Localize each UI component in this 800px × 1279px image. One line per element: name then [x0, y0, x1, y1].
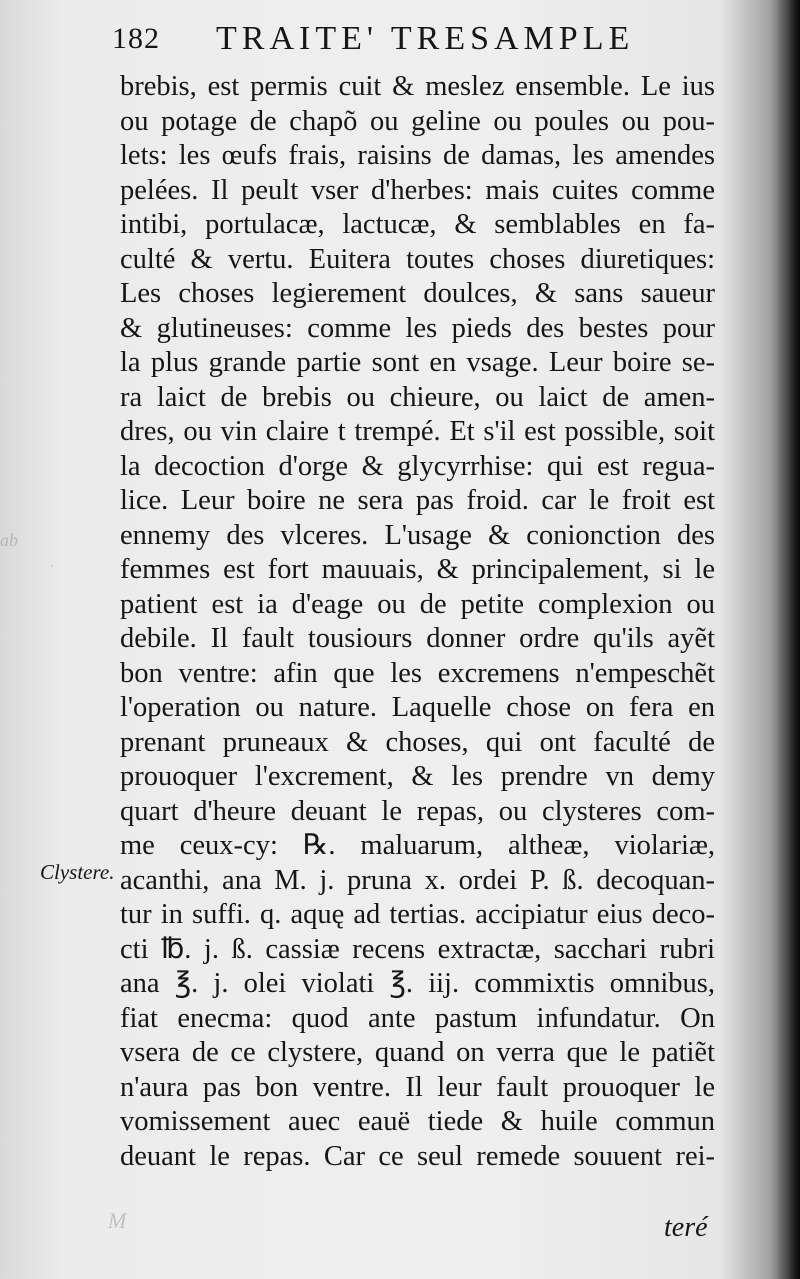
text-line: la decoction d'orge & glycyrrhise: qui est regua-: [120, 450, 715, 482]
text-line: ou potage de chapõ ou geline ou poules ou pou-: [120, 105, 715, 137]
text-line: femmes est fort mauuais, & principalement, si le: [120, 554, 715, 585]
body-text: [120, 70, 715, 1174]
text-line: debile. Il fault tousiours donner ordre qu'ils ayẽt: [120, 623, 715, 654]
text-line: vomissement auec eauë tiede & huile commun: [120, 1106, 715, 1137]
text-line: ana ℥. j. olei violati ℥. iij. commixtis omnibus,: [120, 968, 715, 999]
text-line: Les choses legierement doulces, & sans saueur: [120, 278, 715, 309]
text-line: culté & vertu. Euitera toutes choses diuretiques:: [120, 243, 715, 275]
page-number: 182: [112, 22, 160, 55]
text-line: deuant le repas. Car ce seul remede souuent rei-: [120, 1140, 715, 1172]
show-through-text: ab: [0, 530, 18, 550]
text-line: dres, ou vin claire t trempé. Et s'il est possible, soit: [120, 416, 715, 447]
show-through-text: M: [108, 1208, 127, 1233]
text-line: brebis, est permis cuit & meslez ensemble. Le ius: [120, 71, 715, 102]
text-line: ra laict de brebis ou chieure, ou laict de amen-: [120, 381, 715, 413]
text-line: intibi, portulacæ, lactucæ, & semblables en fa-: [120, 209, 715, 240]
text-line: vsera de ce clystere, quand on verra que le patiẽt: [120, 1037, 715, 1068]
text-line: cti ℔. j. ß. cassiæ recens extractæ, sacchari rubri: [120, 933, 715, 965]
text-line: me ceux-cy: ℞. maluarum, altheæ, violariæ,: [120, 830, 715, 861]
catchword: teré: [664, 1212, 708, 1243]
marginal-note: Clystere.: [40, 860, 115, 884]
running-title: TRAITE' TRESAMPLE: [216, 20, 635, 57]
text-line: fiat enecma: quod ante pastum infundatur. On: [120, 1002, 715, 1034]
show-through-text: ·: [50, 560, 54, 575]
text-line: acanthi, ana M. j. pruna x. ordei P. ß. decoquan-: [120, 864, 715, 896]
text-line: lets: les œufs frais, raisins de damas, les amendes: [120, 140, 715, 171]
text-line: bon ventre: afin que les excremens n'empeschẽt: [120, 657, 715, 689]
page-gutter-shadow: [770, 0, 800, 1279]
text-line: patient est ia d'eage ou de petite complexion ou: [120, 588, 715, 620]
text-line: n'aura pas bon ventre. Il leur fault prouoquer le: [120, 1071, 715, 1103]
text-line: tur in suffi. q. aquę ad tertias. accipiatur eius deco-: [120, 899, 715, 930]
text-line: prenant pruneaux & choses, qui ont faculté de: [120, 726, 715, 758]
text-line: pelées. Il peult vser d'herbes: mais cuites comme: [120, 174, 715, 206]
page-header: [112, 18, 732, 62]
text-line: l'operation ou nature. Laquelle chose on fera en: [120, 692, 715, 723]
text-line: lice. Leur boire ne sera pas froid. car le froit est: [120, 485, 715, 516]
text-line: prouoquer l'excrement, & les prendre vn demy: [120, 761, 715, 792]
text-line: ennemy des vlceres. L'usage & conionction des: [120, 519, 715, 551]
text-line: & glutineuses: comme les pieds des bestes pour: [120, 312, 715, 344]
text-line: la plus grande partie sont en vsage. Leur boire se-: [120, 347, 715, 378]
text-line: quart d'heure deuant le repas, ou clysteres com-: [120, 795, 715, 827]
